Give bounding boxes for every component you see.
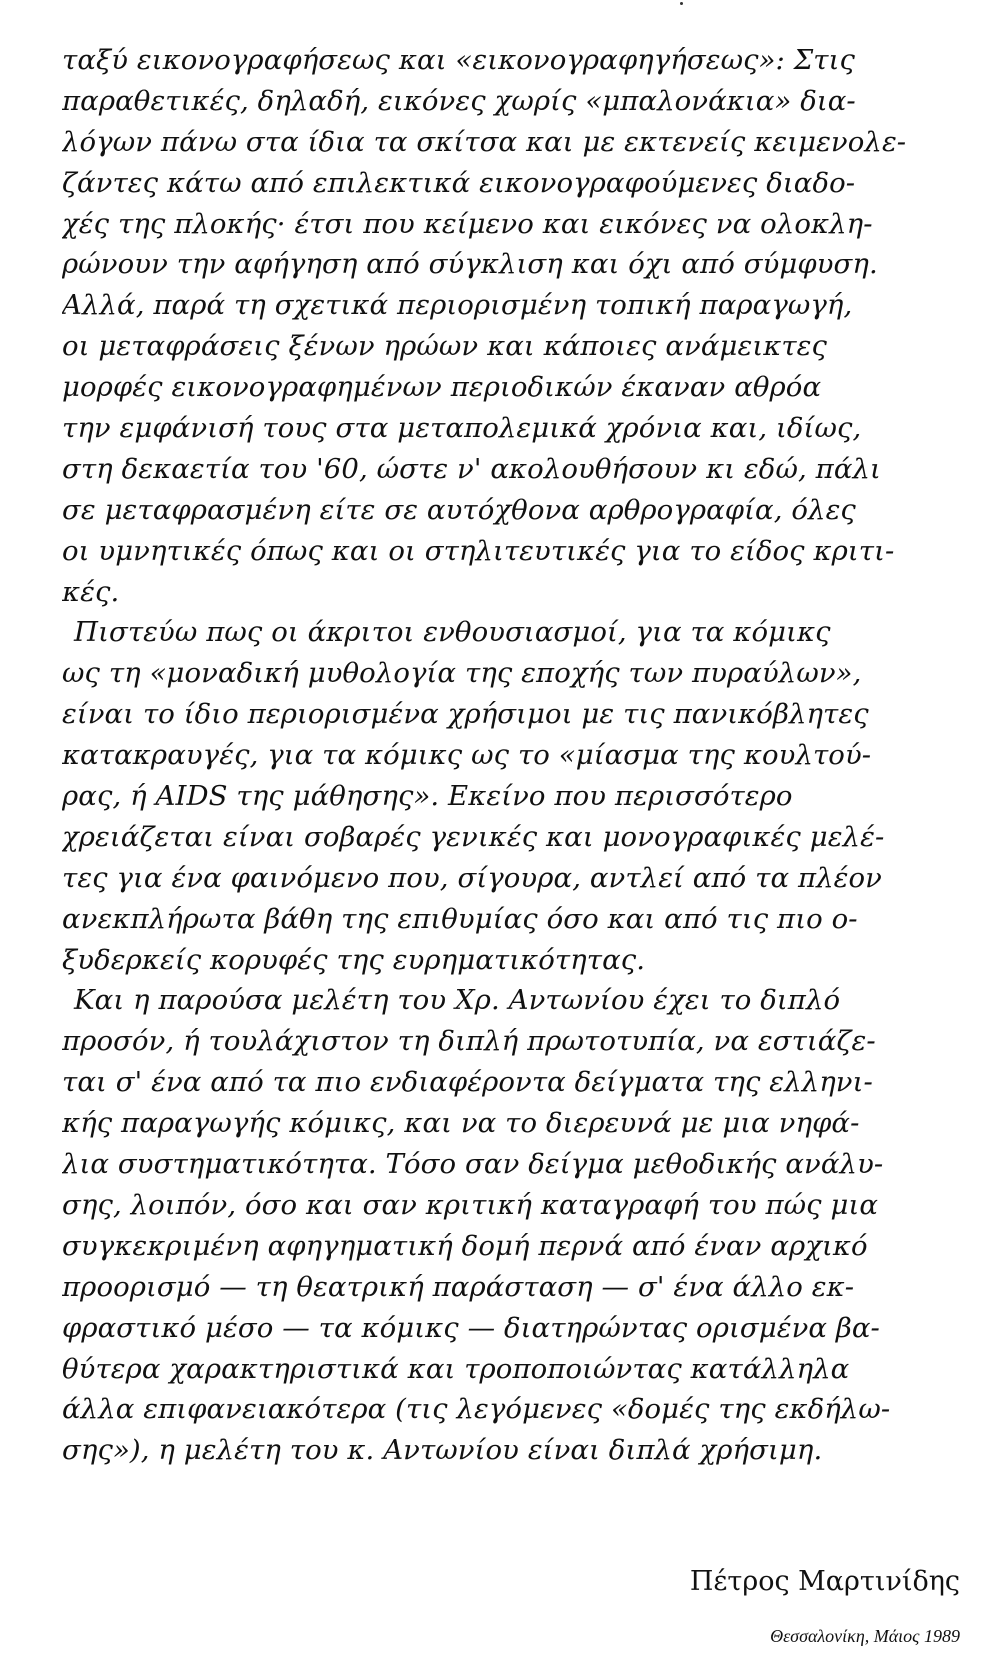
text-line: φραστικό μέσο — τα κόμικς — διατηρώντας ορισμένα βα-: [62, 1311, 880, 1344]
text-line: οι μεταφράσεις ξένων ηρώων και κάποιες ανάμεικτες: [62, 330, 828, 363]
text-line: άλλα επιφανειακότερα (τις λεγόμενες «δομές της εκδήλω-: [62, 1393, 891, 1426]
text-line: ταξύ εικονογραφήσεως και «εικονογραφηγήσεως»: Στις: [62, 44, 855, 76]
text-line: ανεκπλήρωτα βάθη της επιθυμίας όσο και από τις πιο ο-: [62, 902, 858, 935]
text-line: παραθετικές, δηλαδή, εικόνες χωρίς «μπαλονάκια» δια-: [62, 84, 856, 117]
text-line: σε μεταφρασμένη είτε σε αυτόχθονα αρθρογραφία, όλες: [62, 493, 856, 526]
text-line: κές.: [62, 575, 120, 608]
text-line: ται σ' ένα από τα πιο ενδιαφέροντα δείγματα της ελληνι-: [62, 1066, 873, 1099]
text-line: σης, λοιπόν, όσο και σαν κριτική καταγραφή του πώς μια: [62, 1188, 879, 1221]
text-line: προορισμό — τη θεατρική παράσταση — σ' ένα άλλο εκ-: [62, 1270, 855, 1303]
paragraph-start-line: Πιστεύω πως οι άκριτοι ενθουσιασμοί, για τα κόμικς: [74, 616, 831, 649]
text-line: την εμφάνισή τους στα μεταπολεμικά χρόνια και, ιδίως,: [62, 412, 862, 445]
text-line: χρειάζεται είναι σοβαρές γενικές και μονογραφικές μελέ-: [62, 820, 885, 853]
text-line: τες για ένα φαινόμενο που, σίγουρα, αντλεί από τα πλέον: [62, 861, 882, 894]
text-line: Αλλά, παρά τη σχετικά περιορισμένη τοπική παραγωγή,: [62, 289, 853, 322]
text-line: κής παραγωγής κόμικς, και να το διερευνά με μια νηφά-: [62, 1107, 860, 1140]
text-line: κατακραυγές, για τα κόμικς ως το «μίασμα της κουλτού-: [62, 739, 872, 772]
text-line: οι υμνητικές όπως και οι στηλιτευτικές για το είδος κριτι-: [62, 534, 895, 567]
text-line: μορφές εικονογραφημένων περιοδικών έκαναν αθρόα: [62, 371, 822, 404]
author-signature: Πέτρος Μαρτινίδης: [689, 1566, 960, 1597]
text-line: λια συστηματικότητα. Τόσο σαν δείγμα μεθοδικής ανάλυ-: [62, 1148, 884, 1181]
text-line: σης»), η μελέτη του κ. Αντωνίου είναι διπλά χρήσιμη.: [62, 1434, 823, 1467]
scan-speck: [680, 2, 683, 5]
text-line: ως τη «μοναδική μυθολογία της εποχής των πυραύλων»,: [62, 657, 862, 690]
body-text: [62, 40, 962, 1471]
text-line: συγκεκριμένη αφηγηματική δομή περνά από έναν αρχικό: [62, 1229, 868, 1262]
text-line: στη δεκαετία του '60, ώστε ν' ακολουθήσουν κι εδώ, πάλι: [62, 452, 881, 485]
text-line: προσόν, ή τουλάχιστον τη διπλή πρωτοτυπία, να εστιάζε-: [62, 1025, 876, 1058]
paragraph-start-line: Και η παρούσα μελέτη του Χρ. Αντωνίου έχει το διπλό: [74, 984, 841, 1017]
text-line: ρώνουν την αφήγηση από σύγκλιση και όχι από σύμφυση.: [62, 248, 878, 281]
text-line: ξυδερκείς κορυφές της ευρηματικότητας.: [62, 943, 646, 976]
place-and-date: Θεσσαλονίκη, Μάιος 1989: [770, 1626, 960, 1646]
text-line: είναι το ίδιο περιορισμένα χρήσιμοι με τις πανικόβλητες: [62, 698, 869, 731]
text-line: ρας, ή AIDS της μάθησης». Εκείνο που περισσότερο: [62, 780, 793, 813]
text-line: ζάντες κάτω από επιλεκτικά εικονογραφούμενες διαδο-: [62, 166, 856, 199]
text-line: λόγων πάνω στα ίδια τα σκίτσα και με εκτενείς κειμενολε-: [62, 125, 907, 158]
text-line: χές της πλοκής· έτσι που κείμενο και εικόνες να ολοκλη-: [62, 207, 873, 240]
text-line: θύτερα χαρακτηριστικά και τροποποιώντας κατάλληλα: [62, 1352, 850, 1385]
